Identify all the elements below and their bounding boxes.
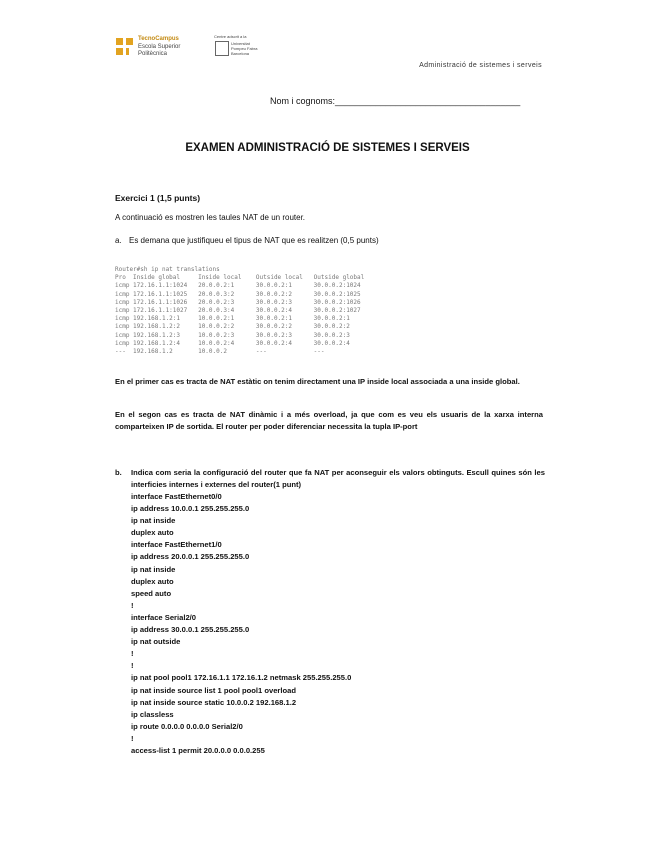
question-a-text: Es demana que justifiqueu el tipus de NAT que es realitzen (0,5 punts) [129, 236, 379, 245]
config-line: ip nat inside [131, 564, 176, 574]
config-line: ip nat outside [131, 637, 181, 647]
config-line: duplex auto [131, 528, 174, 538]
config-line: interface Serial2/0 [131, 612, 197, 622]
answer-paragraph-1: En el primer cas es tracta de NAT estàtic on tenim directament una IP inside local associada a una inside global. [115, 377, 520, 386]
tecnocampus-mark-icon [116, 38, 134, 56]
upf-logo [214, 34, 274, 60]
config-line: ip nat inside source static 10.0.0.2 192.168.1.2 [131, 697, 297, 707]
nat-table-row: icmp 192.168.1.2:1 10.0.0.2:1 30.0.0.2:1 30.0.0.2:1 [115, 315, 372, 323]
nat-table-row: --- 192.168.1.2 10.0.0.2 --- --- [115, 348, 372, 356]
question-b-text: Indica com seria la configuració del router que fa NAT per aconseguir els valors obtinguts. Escull quines són les interficies internes i externes del router(1 punt) [131, 468, 545, 489]
logo-line-1: TecnoCampus [138, 36, 179, 42]
nat-table-row: icmp 192.168.1.2:4 10.0.0.2:4 30.0.0.2:4 30.0.0.2:4 [115, 339, 372, 347]
config-line: ip nat pool pool1 172.16.1.1 172.16.1.2 netmask 255.255.255.0 [131, 673, 352, 683]
config-line: access-list 1 permit 20.0.0.0 0.0.0.255 [131, 745, 265, 755]
config-line: ip classless [131, 709, 174, 719]
config-line: ! [131, 600, 134, 610]
nat-table-title: Router#sh ip nat translations [115, 266, 220, 273]
name-field-label: Nom i cognoms: [270, 96, 336, 106]
nat-table-row: icmp 172.16.1.1:1027 20.0.0.3:4 30.0.0.2:4 30.0.0.2:1027 [115, 307, 372, 315]
question-b [115, 467, 545, 491]
config-line: ip address 30.0.0.1 255.255.255.0 [131, 625, 250, 635]
nat-translation-table [115, 266, 371, 356]
nat-table-row: icmp 172.16.1.1:1024 20.0.0.2:1 30.0.0.2:1 30.0.0.2:1024 [115, 282, 372, 290]
config-line: ip address 10.0.0.1 255.255.255.0 [131, 504, 250, 514]
question-a-label: a. [115, 236, 122, 245]
config-line: ip nat inside [131, 516, 176, 526]
config-line: ip route 0.0.0.0 0.0.0.0 Serial2/0 [131, 721, 243, 731]
config-line: interface FastEthernet1/0 [131, 540, 222, 550]
nat-table-row: icmp 172.16.1.1:1025 20.0.0.3:2 30.0.0.2:2 30.0.0.2:1025 [115, 290, 372, 298]
exercise-heading: Exercici 1 (1,5 punts) [115, 193, 201, 203]
config-line: speed auto [131, 588, 172, 598]
running-header: Administració de sistemes i serveis [419, 62, 542, 69]
config-line: ! [131, 733, 134, 743]
upf-line-3: Barcelona [231, 51, 250, 56]
config-line: ip nat inside source list 1 pool pool1 overload [131, 685, 296, 695]
nat-table-header: Pro Inside global Inside local Outside local Outside global [115, 274, 372, 282]
name-field[interactable] [270, 96, 520, 106]
logo-line-2: Escola Superior [138, 44, 181, 50]
exercise-intro: A continuació es mostren les taules NAT de un router. [115, 213, 306, 222]
question-a [115, 236, 379, 245]
router-config [131, 491, 351, 757]
tecnocampus-logo [116, 36, 206, 60]
config-line: ! [131, 661, 134, 671]
upf-line-2: Pompeu Fabra [231, 46, 258, 51]
upf-line-1: Universitat [231, 41, 250, 46]
nat-table-row: icmp 192.168.1.2:2 10.0.0.2:2 30.0.0.2:2 30.0.0.2:2 [115, 323, 372, 331]
upf-seal-icon [215, 41, 229, 56]
nat-table-row: icmp 192.168.1.2:3 10.0.0.2:3 30.0.0.2:3 30.0.0.2:3 [115, 331, 372, 339]
nat-table-row: icmp 172.16.1.1:1026 20.0.0.2:3 30.0.0.2:3 30.0.0.2:1026 [115, 298, 372, 306]
answer-paragraph-2: En el segon cas es tracta de NAT dinàmic i a més overload, ja que com es veu els usuaris de la xarxa interna comparteixen IP de sortida. El router per poder diferenciar necessita la tupla IP-port [115, 410, 543, 431]
config-line: duplex auto [131, 576, 174, 586]
logo-line-3: Politècnica [138, 51, 168, 57]
config-line: interface FastEthernet0/0 [131, 492, 222, 501]
page-title: EXAMEN ADMINISTRACIÓ DE SISTEMES I SERVEIS [185, 142, 470, 154]
question-b-label: b. [115, 468, 122, 477]
config-line: ip address 20.0.0.1 255.255.255.0 [131, 552, 250, 562]
config-line: ! [131, 649, 134, 659]
name-field-blank[interactable]: _____________________________________ [335, 96, 521, 106]
upf-caption: Centre adscrit a la [214, 34, 247, 39]
